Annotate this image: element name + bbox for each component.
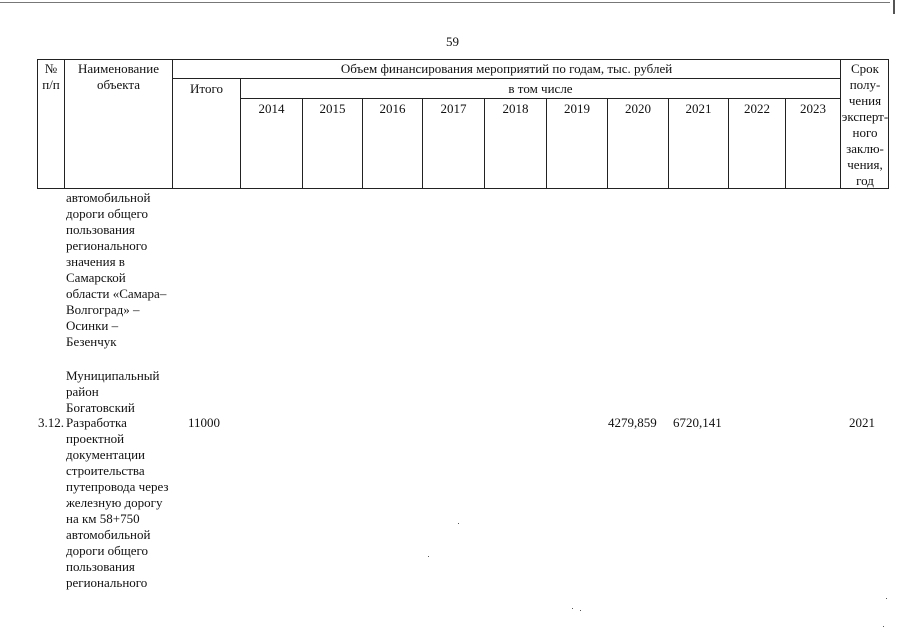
scan-top-rule: [0, 2, 890, 3]
divider: [172, 78, 840, 79]
divider: [172, 60, 173, 188]
col-year-2022: 2022: [744, 101, 770, 116]
row-total: 11000: [188, 415, 221, 430]
col-year-2016: 2016: [379, 101, 406, 116]
col-year-2021: 2021: [685, 101, 712, 116]
table-header: [37, 59, 889, 189]
row-value-2021: 6720,141: [673, 415, 722, 430]
scan-speck: [428, 556, 429, 557]
district-title: Муниципальный район Богатовский: [66, 368, 160, 415]
col-name-header: Наименование объекта: [78, 61, 159, 92]
row-number: 3.12.: [38, 415, 64, 430]
col-total-header: Итого: [190, 81, 223, 96]
scan-speck: [572, 608, 573, 609]
including-header: в том числе: [508, 81, 573, 96]
divider: [240, 98, 840, 99]
scan-speck: [580, 610, 581, 611]
continuation-text: автомобильной дороги общего пользования регионального значения в Самарской области «Самара– Волгоград» – Осинки – Безенчук: [66, 190, 167, 349]
col-deadline-header: Срок полу-чения эксперт-ного заклю-чения, год: [841, 61, 889, 188]
col-year-2018: 2018: [502, 101, 529, 116]
col-year-2020: 2020: [625, 101, 651, 116]
scan-speck: [886, 598, 887, 599]
scan-speck: [883, 626, 884, 627]
col-year-2017: 2017: [440, 101, 467, 116]
scan-corner-mark: [893, 0, 895, 14]
page-number: 59: [446, 34, 459, 49]
col-year-2023: 2023: [800, 101, 826, 116]
col-year-2015: 2015: [319, 101, 346, 116]
row-value-2020: 4279,859: [608, 415, 657, 430]
row-description: Разработка проектной документации строительства путепровода через железную дорогу на км 58+750 автомобильной дороги общего пользования регионального: [66, 415, 169, 590]
scan-speck: [458, 523, 459, 524]
row-deadline: 2021: [849, 415, 875, 430]
funding-header: Объем финансирования мероприятий по годам, тыс. рублей: [340, 61, 673, 76]
col-number-header: № п/п: [42, 61, 60, 92]
col-year-2014: 2014: [258, 101, 285, 116]
col-year-2019: 2019: [564, 101, 590, 116]
